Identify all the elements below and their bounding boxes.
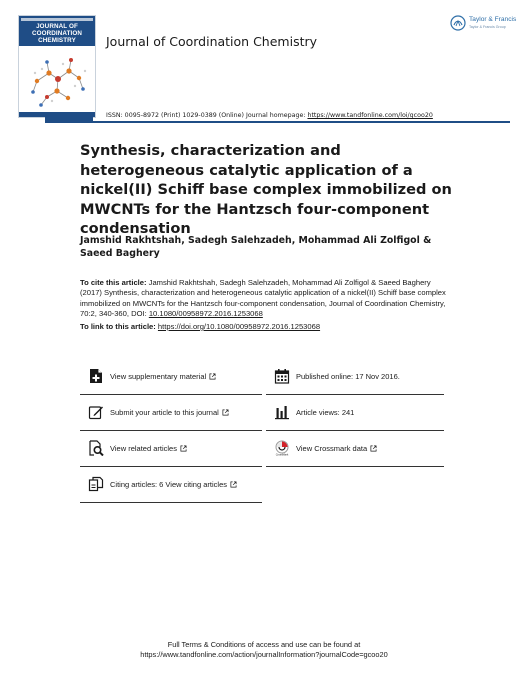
supplementary-label: View supplementary material: [110, 371, 207, 381]
submit-article-link[interactable]: [80, 394, 262, 430]
cover-title-band: [19, 16, 95, 46]
article-title: Synthesis, characterization and heterogeneous catalytic application of a nickel(II) Schiff base complex immobilized on MWCNTs for the Hantzsch four-component condensation: [80, 142, 452, 237]
cover-title-line-2: COORDINATION: [31, 30, 83, 37]
links-rule-4: [80, 502, 262, 503]
cover-top-strip: [21, 18, 93, 21]
published-online-label: Published online: 17 Nov 2016.: [296, 371, 400, 381]
publisher-logo[interactable]: [450, 14, 516, 34]
external-link-icon: [370, 445, 377, 452]
citation-doi-link[interactable]: 10.1080/00958972.2016.1253068: [148, 309, 263, 319]
article-views-label: Article views: 241: [296, 407, 355, 417]
links-rule-3b: [266, 466, 444, 467]
publisher-logo-icon: [450, 15, 466, 31]
crossmark-link[interactable]: [266, 430, 444, 466]
footer-terms-line: Full Terms & Conditions of access and use can be found at: [167, 640, 361, 649]
external-link-icon: [209, 373, 216, 380]
article-link-label: To link to this article:: [80, 322, 158, 331]
document-plus-icon: [88, 368, 104, 384]
header-rule: [45, 121, 510, 123]
cover-title-line-3: CHEMISTRY: [38, 37, 76, 44]
article-doi-link[interactable]: https://doi.org/10.1080/00958972.2016.1253068: [157, 322, 321, 331]
published-online-info: [266, 358, 444, 394]
citing-documents-icon: [88, 476, 104, 492]
issn-text: ISSN: 0095-8972 (Print) 1029-0389 (Online) Journal homepage:: [106, 112, 308, 119]
citation-label: To cite this article:: [80, 278, 149, 287]
citing-articles-link[interactable]: [80, 466, 262, 502]
external-link-icon: [180, 445, 187, 452]
citing-articles-label: Citing articles: 6 View citing articles: [110, 479, 227, 489]
publisher-name: Taylor & Francis: [469, 16, 517, 23]
crossmark-icon: [274, 440, 290, 456]
submit-article-label: Submit your article to this journal: [110, 407, 219, 417]
citation-block: [80, 278, 450, 320]
calendar-icon: [274, 368, 290, 384]
journal-homepage-link[interactable]: https://www.tandfonline.com/loi/gcoo20: [307, 112, 433, 119]
edit-pencil-icon: [88, 404, 104, 420]
external-link-icon: [222, 409, 229, 416]
citation-text: Jamshid Rakhtshah, Sadegh Salehzadeh, Mohammad Ali Zolfigol & Saeed Baghery (2017) Synthesis, characterization and heterogeneous catalytic application of a nickel(II) Schiff base complex immobilized on MWCNTs for the Hantzsch four-component condensation, Journal of Coordination Chemistry, 70:2, 340-360, DOI:: [80, 278, 446, 319]
article-link-line: [80, 322, 320, 331]
journal-cover-thumbnail[interactable]: [18, 15, 96, 118]
publisher-tagline: Taylor & Francis Group: [469, 25, 506, 29]
cover-title-line-1: JOURNAL OF: [36, 23, 78, 30]
footer-terms-url[interactable]: https://www.tandfonline.com/action/journalInformation?journalCode=gcoo20: [140, 650, 388, 659]
supplementary-material-link[interactable]: [80, 358, 262, 394]
external-link-icon: [230, 481, 237, 488]
crossmark-label: View Crossmark data: [296, 443, 368, 453]
crossmark-badge-text: CrossMark: [275, 453, 289, 456]
bar-chart-icon: [274, 404, 290, 420]
article-authors: Jamshid Rakhtshah, Sadegh Salehzadeh, Mohammad Ali Zolfigol & Saeed Baghery: [80, 235, 432, 259]
molecule-illustration: [27, 51, 89, 109]
related-articles-label: View related articles: [110, 443, 177, 453]
article-views-info: [266, 394, 444, 430]
related-articles-link[interactable]: [80, 430, 262, 466]
search-document-icon: [88, 440, 104, 456]
issn-line: [106, 112, 433, 119]
journal-name[interactable]: Journal of Coordination Chemistry: [106, 34, 318, 49]
